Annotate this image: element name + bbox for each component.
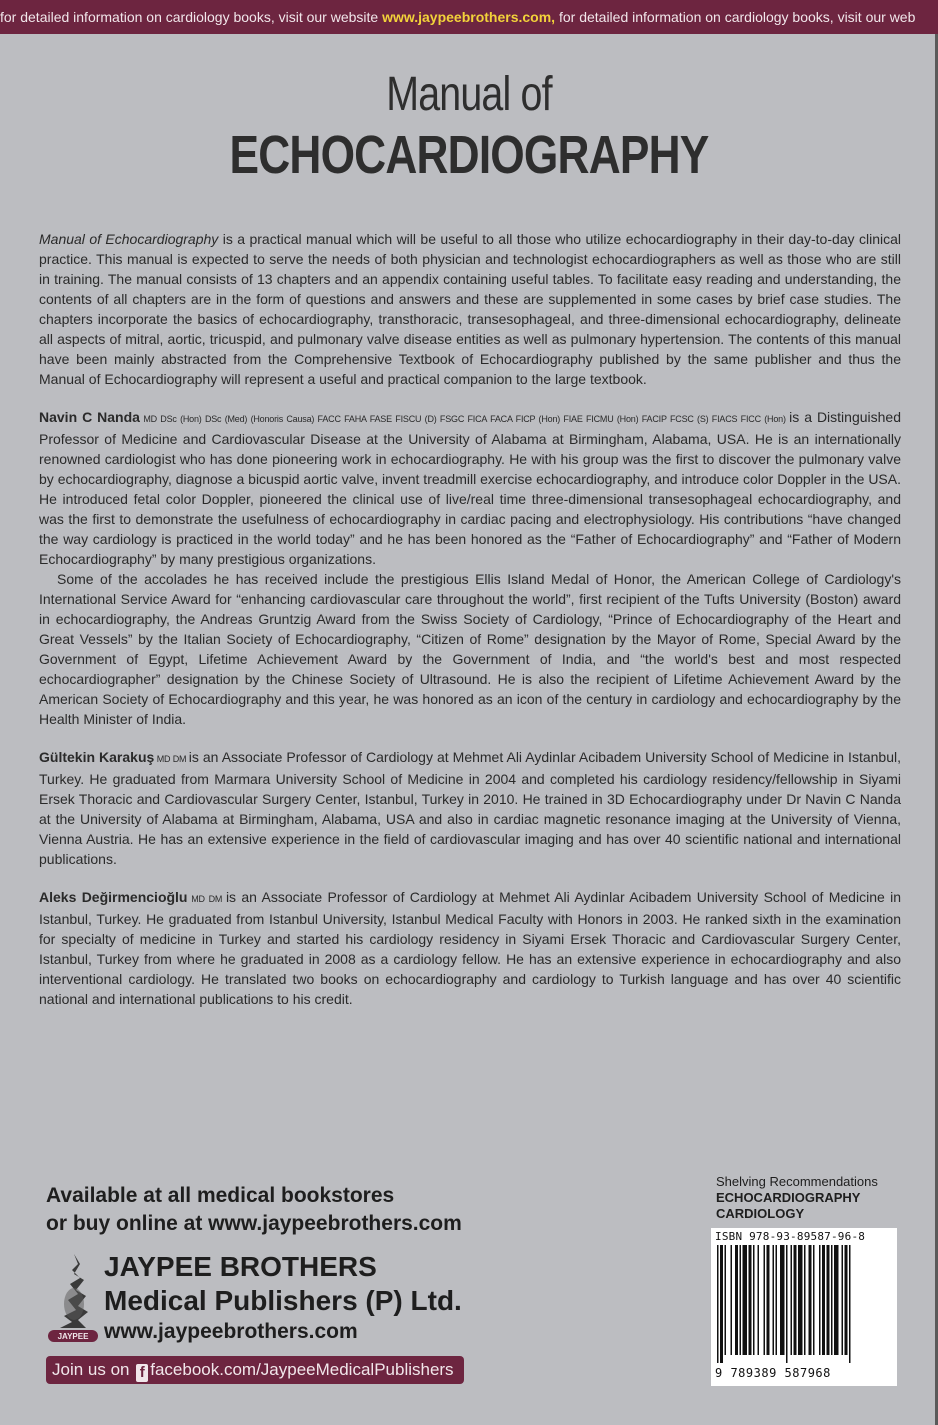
barcode-bar bbox=[735, 1245, 738, 1355]
barcode-bar bbox=[845, 1245, 848, 1355]
isbn-barcode bbox=[711, 1228, 897, 1386]
author-credentials: MD DM bbox=[187, 894, 226, 904]
barcode-bar bbox=[749, 1245, 752, 1355]
intro-book-title: Manual of Echocardiography bbox=[39, 231, 219, 247]
author-credentials: MD DM bbox=[154, 754, 189, 764]
author-name: Aleks Değirmencioğlu bbox=[39, 889, 188, 905]
barcode-bar bbox=[740, 1245, 742, 1355]
author-bio-nanda-continued: Some of the accolades he has received include the prestigious Ellis Island Medal of Honor, the American College of Cardiology's International Service Award for “enhancing cardiovascular care throughout the world”, first recipient of the Tufts University (Boston) award in echocardiography, the Andreas Gruntzig Award from the Swiss Society of Cardiology, “Prince of Echocardiography of the Heart and Great Vessels” by the Italian Society of Echocardiography, “Citizen of Rome” designation by the Mayor of Rome, Special Award by the Government of Egypt, Lifetime Achievement Award by the Government of India, and “the world's best and most respected echocardiographer” designation by the Chinese Society of Ultrasound. He is also the recipient of Lifetime Achievement Award by the American Society of Echocardiography and this year, he was honored as an icon of the century in cardiology and echocardiography by the Health Minister of India. bbox=[39, 571, 901, 727]
publisher-row bbox=[46, 1250, 476, 1343]
author-name: Gültekin Karakuş bbox=[39, 749, 155, 765]
shelving-label: Shelving Recommendations bbox=[716, 1174, 878, 1189]
barcode-bar bbox=[794, 1245, 797, 1355]
barcode-bar bbox=[819, 1245, 821, 1355]
shelving-item: ECHOCARDIOGRAPHY bbox=[716, 1190, 861, 1205]
intro-paragraph bbox=[39, 229, 901, 389]
author-bio-nanda bbox=[39, 407, 901, 569]
availability-line-1: Available at all medical bookstores bbox=[46, 1184, 395, 1207]
barcode-bar bbox=[753, 1245, 755, 1355]
barcode-number: 9 789389 587968 bbox=[715, 1366, 831, 1380]
publisher-name-2: Medical Publishers (P) Ltd. bbox=[104, 1285, 462, 1316]
barcode-bar bbox=[813, 1245, 815, 1355]
top-promo-strip bbox=[0, 0, 938, 34]
barcode-bar bbox=[780, 1245, 785, 1355]
promo-text-post: for detailed information on cardiology books, visit our web bbox=[555, 9, 916, 25]
facebook-pre: Join us on bbox=[52, 1360, 135, 1379]
publisher-block bbox=[46, 1182, 476, 1343]
barcode-bar bbox=[764, 1245, 766, 1355]
barcode-bar bbox=[804, 1245, 806, 1355]
isbn-text: ISBN 978-93-89587-96-8 bbox=[715, 1230, 866, 1243]
author-bio: is an Associate Professor of Cardiology at Mehmet Ali Aydinlar Acibadem University School of Medicine in Istanbul, Turkey. He graduated from Istanbul University, Istanbul Medical Faculty with Honors in 2003. He ranked sixth in the examination for specialty of medicine in Turkey and started his cardiology residency in Siyami Ersek Thoracic and Cardiovascular Surgery Center, Istanbul, Turkey from where he graduated in 2008 as a cardiology fellow. He has an extensive experience in echocardiography and also interventional cardiology. He translated two books on echocardiography and cardiology to Turkish language and has over 40 scientific national and international publications to his credit. bbox=[39, 889, 901, 1007]
shelving-item: CARDIOLOGY bbox=[716, 1206, 805, 1221]
book-title bbox=[0, 66, 938, 186]
author-bio: is a Distinguished Professor of Medicine and Cardiovascular Disease at the University of Alabama at Birmingham, Alabama, USA. He is an internationally renowned cardiologist who has done pioneering work in echocardiography. He with his group was the first to discover the pulmonary valve by echocardiography, diagnose a bicuspid aortic valve, invent treadmill exercise echocardiography, and introduce color Doppler in the USA. He introduced fetal color Doppler, pioneered the clinical use of live/real time three-dimensional transesophageal echocardiography, and was the first to demonstrate the usefulness of echocardiography in cardiac pacing and electrophysiology. His contributions “have changed the way cardiology is practiced in the world today” and he has been honored as the “Father of Echocardiography” and “Father of Modern Echocardiography” by many prestigious organizations. bbox=[39, 409, 901, 567]
barcode-bar bbox=[798, 1245, 803, 1355]
shelving-recommendations bbox=[716, 1174, 906, 1222]
facebook-icon: f bbox=[136, 1364, 148, 1382]
promo-text-pre: for detailed information on cardiology books, visit our website bbox=[0, 9, 383, 25]
barcode-bar bbox=[849, 1245, 851, 1363]
barcode-bar bbox=[831, 1245, 833, 1355]
title-line-2: ECHOCARDIOGRAPHY bbox=[229, 125, 709, 185]
intro-text: is a practical manual which will be useful to all those who utilize echocardiography in their day-to-day clinical practice. This manual is expected to serve the needs of both physician and technologist echocardiographers as well as those who are still in training. The manual consists of 13 chapters and an appendix containing useful tables. To facilitate easy reading and understanding, the contents of all chapters are in the form of questions and answers and these are supplemented in some cases by brief case studies. The chapters incorporate the basics of echocardiography, transthoracic, transesophageal, and three-dimensional echocardiography, delineate all aspects of mitral, aortic, tricuspid, and pulmonary valve disease entities as well as pulmonary hypertension. The contents of this manual have been mainly abstracted from the Comprehensive Textbook of Echocardiography published by the same publisher and thus the Manual of Echocardiography will represent a useful and practical companion to the large textbook. bbox=[39, 231, 901, 387]
availability-line-2: or buy online at www.jaypeebrothers.com bbox=[46, 1212, 462, 1235]
barcode-bar bbox=[786, 1245, 788, 1363]
author-bio-karakus bbox=[39, 747, 901, 869]
facebook-url[interactable]: facebook.com/JaypeeMedicalPublishers bbox=[150, 1360, 454, 1379]
barcode-bar bbox=[776, 1245, 778, 1355]
barcode-bar bbox=[743, 1245, 748, 1355]
publisher-name-1: JAYPEE BROTHERS bbox=[104, 1251, 377, 1282]
author-credentials: MD DSc (Hon) DSc (Med) (Honoris Causa) FACC FAHA FASE FISCU (D) FSGC FICA FACA FICP (Hon) FIAE FICMU (Hon) FACIP FCSC (S) FIACS FICC (Hon) bbox=[139, 414, 790, 424]
barcode-bar bbox=[720, 1245, 723, 1363]
barcode-bar bbox=[725, 1245, 727, 1355]
barcode-bar bbox=[822, 1245, 825, 1355]
author-bio-degirmencioglu bbox=[39, 887, 901, 1009]
barcode-bar bbox=[758, 1245, 760, 1355]
barcode-bar bbox=[834, 1245, 839, 1355]
publisher-logo-icon bbox=[46, 1250, 102, 1346]
barcode-bar bbox=[791, 1245, 793, 1355]
barcode-bar bbox=[827, 1245, 830, 1355]
facebook-bar[interactable] bbox=[46, 1356, 464, 1384]
barcode-bars-icon bbox=[717, 1245, 891, 1365]
author-name: Navin C Nanda bbox=[39, 409, 140, 425]
promo-url[interactable]: www.jaypeebrothers.com, bbox=[382, 9, 556, 25]
publisher-name bbox=[104, 1250, 462, 1318]
author-bio: is an Associate Professor of Cardiology at Mehmet Ali Aydinlar Acibadem University School of Medicine in Istanbul, Turkey. He graduated from Marmara University School of Medicine in 2004 and completed his cardiology residency/fellowship in Siyami Ersek Thoracic and Cardiovascular Surgery Center, Istanbul, Turkey in 2010. He trained in 3D Echocardiography under Dr Navin C Nanda at the University of Alabama at Birmingham, Alabama, USA and also in cardiac magnetic resonance imaging at the University of Vienna, Vienna Austria. He has an extensive experience in the field of cardiovascular imaging and has over 40 scientific national and international publications. bbox=[39, 749, 901, 867]
title-line-1: Manual of bbox=[386, 68, 552, 121]
barcode-bar bbox=[767, 1245, 770, 1355]
barcode-bar bbox=[731, 1245, 733, 1355]
logo-text: JAYPEE bbox=[57, 1332, 89, 1341]
barcode-bar bbox=[809, 1245, 812, 1355]
barcode-bar bbox=[773, 1245, 775, 1355]
barcode-bar bbox=[842, 1245, 844, 1355]
back-cover-text bbox=[39, 229, 901, 1009]
barcode-bar bbox=[717, 1245, 719, 1363]
publisher-url[interactable]: www.jaypeebrothers.com bbox=[104, 1320, 358, 1343]
